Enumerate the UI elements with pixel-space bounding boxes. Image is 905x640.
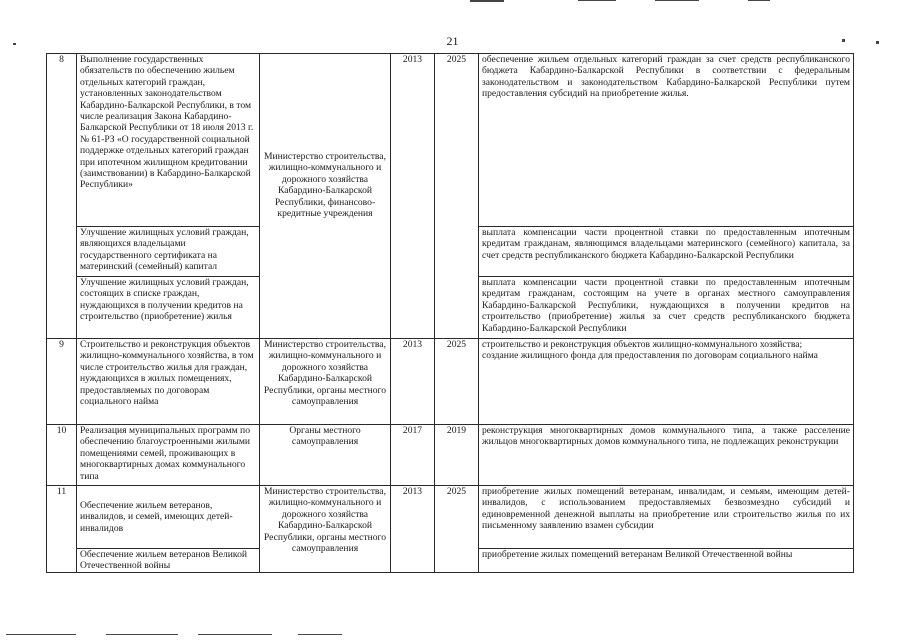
end-year: 2025 bbox=[435, 486, 479, 573]
table-row-11 bbox=[47, 486, 854, 549]
activity-name: Обеспечение жильем ветеранов Великой Отечественной войны bbox=[77, 549, 260, 573]
executor: Органы местного самоуправления bbox=[260, 425, 391, 486]
expected-result: строительство и реконструкция объектов жилищно-коммунального хозяйства; создание жилищного фонда для предоставления по договорам социального найма bbox=[479, 339, 854, 425]
activity-name: Реализация муниципальных программ по обеспечению благоустроенными жилыми помещениями семей, проживающих в многоквартирных домах коммунального типа bbox=[77, 425, 260, 486]
activity-name: Строительство и реконструкция объектов жилищно-коммунального хозяйства, в том числе строительство жилья для граждан, нуждающихся в жилых помещениях, предоставляемых по договорам социального найма bbox=[77, 339, 260, 425]
table-row-9 bbox=[47, 339, 854, 425]
scan-mark-top-3 bbox=[655, 0, 699, 1]
start-year: 2013 bbox=[391, 486, 435, 573]
start-year: 2013 bbox=[391, 339, 435, 425]
row-number: 9 bbox=[47, 339, 77, 425]
expected-result: приобретение жилых помещений ветеранам, инвалидам, и семьям, имеющим детей-инвалидов, с использованием предоставляемых безвозмездно субсидий и единовременной денежной выплаты на приобретение или строительство жилья по их письменному заявлению взамен субсидии bbox=[479, 486, 854, 549]
scan-mark-top-4 bbox=[748, 0, 770, 1]
scan-mark-bottom-2 bbox=[106, 634, 178, 635]
executor bbox=[260, 54, 391, 339]
scan-mark-bottom-1 bbox=[6, 634, 76, 635]
start-year: 2017 bbox=[391, 425, 435, 486]
expected-result: обеспечение жильем отдельных категорий граждан за счет средств республиканского бюджета Кабардино-Балкарской Республики в соответствии с федеральным законодательством и законодательством Кабардино-Балкарской Республики путем предоставления субсидий на приобретение жилья. bbox=[479, 54, 854, 227]
executor-text: Министерство строительства, жилищно-коммунального и дорожного хозяйства Кабардино-Балкарской Республики, финансово-кредитные учреждения bbox=[264, 151, 386, 220]
row-number: 11 bbox=[47, 486, 77, 573]
activity-name: Улучшение жилищных условий граждан, состоящих в списке граждан, нуждающихся в получении кредитов на строительство (приобретение) жилья bbox=[77, 277, 260, 339]
row-number: 10 bbox=[47, 425, 77, 486]
scan-mark-bottom-3 bbox=[198, 634, 272, 635]
table-row-10 bbox=[47, 425, 854, 486]
expected-result: выплата компенсации части процентной ставки по предоставленным ипотечным кредитам гражданам, состоящим на учете в органах местного самоуправления Кабардино-Балкарской Республики, нуждающихся в получении кредитов на строительство (приобретение) жилья за счет средств республиканского бюджета Кабардино-Балкарской Республики bbox=[479, 277, 854, 339]
row-number: 8 bbox=[47, 54, 77, 339]
expected-result: выплата компенсации части процентной ставки по предоставленным ипотечным кредитам гражданам, являющимся владельцами материнского (семейного) капитала, за счет средств республиканского бюджета Кабардино-Балкарской Республики bbox=[479, 227, 854, 277]
end-year: 2019 bbox=[435, 425, 479, 486]
executor: Министерство строительства, жилищно-коммунального и дорожного хозяйства Кабардино-Балкарской Республики, органы местного самоуправления bbox=[260, 486, 391, 573]
expected-result: приобретение жилых помещений ветеранам Великой Отечественной войны bbox=[479, 549, 854, 573]
expected-result: реконструкция многоквартирных домов коммунального типа, а также расселение жильцов многоквартирных домов коммунального типа, не подлежащих реконструкции bbox=[479, 425, 854, 486]
scan-mark-bottom-4 bbox=[298, 634, 342, 635]
end-year: 2025 bbox=[435, 339, 479, 425]
program-activities-table bbox=[46, 53, 854, 573]
scan-mark-top-2 bbox=[578, 0, 616, 1]
page-number: 21 bbox=[446, 34, 459, 48]
activity-name: Улучшение жилищных условий граждан, являющихся владельцами государственного сертификата на материнский (семейный) капитал bbox=[77, 227, 260, 277]
start-year: 2013 bbox=[391, 54, 435, 339]
activity-name: Выполнение государственных обязательств по обеспечению жильем отдельных категорий граждан, установленных законодательством Кабардино-Балкарской Республики, в том числе реализация Закона Кабардино-Балкарской Республики от 18 июля 2013 г. № 61-РЗ «О государственной социальной поддержке отдельных категорий граждан при ипотечном жилищном кредитовании (заимствовании) в Кабардино-Балкарской Республики» bbox=[77, 54, 260, 227]
executor: Министерство строительства, жилищно-коммунального и дорожного хозяйства Кабардино-Балкарской Республики, органы местного самоуправления bbox=[260, 339, 391, 425]
scan-mark-top-1 bbox=[470, 0, 504, 2]
table-row-8 bbox=[47, 54, 854, 227]
end-year: 2025 bbox=[435, 54, 479, 339]
activity-name: Обеспечение жильем ветеранов, инвалидов, и семей, имеющих детей-инвалидов bbox=[77, 486, 260, 549]
